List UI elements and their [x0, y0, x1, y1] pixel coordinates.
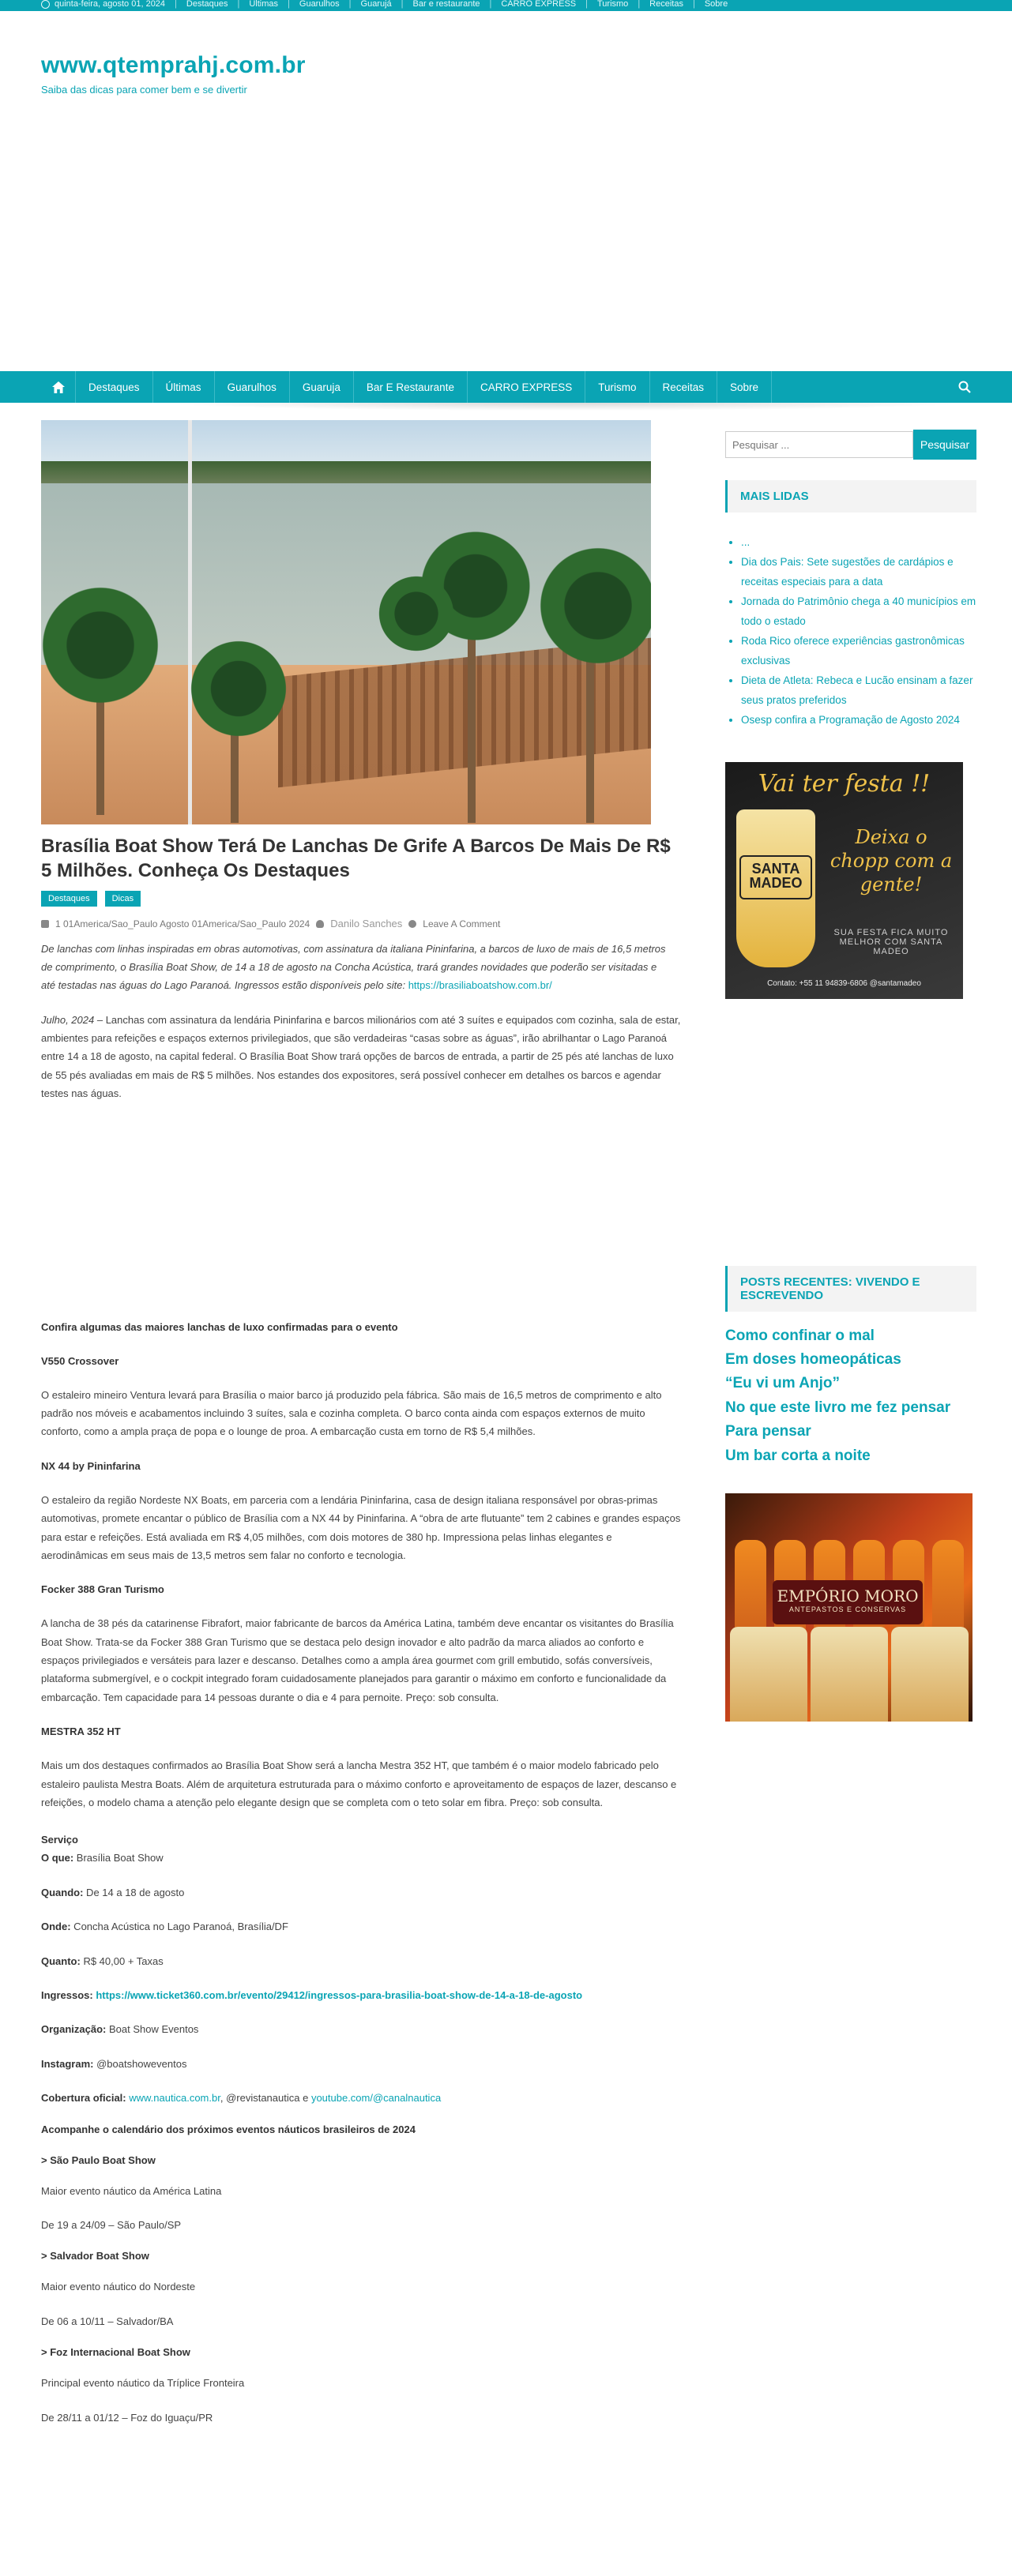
intro-paragraph: Julho, 2024 – Lanchas com assinatura da lendária Pininfarina e barcos milionários com até 3 suítes e equipados com cozinha, sala de estar, ambientes para refeições e espaços externos privilegiados, que são verdadeiras “casas sobre as águas”, irão abrilhantar o Lago Paranoá entre 14 a 18 de agosto, na capital federal. O Brasília Boat Show trará opções de barcos de entrada, a partir de 25 pés até lanchas de luxo de 55 pés avaliadas em mais de R$ 5 milhões. Nos estandes dos expositores, será possível conhecer em detalhes os barcos e agendar testes nas águas.	[41, 1013, 681, 1100]
event-dates: De 19 a 24/09 – São Paulo/SP	[41, 2218, 182, 2231]
service-where: Onde: Concha Acústica no Lago Paranoá, Brasília/DF	[41, 1921, 288, 1933]
ad-subtext: SUA FESTA FICA MUITO MELHOR COM SANTA MADEO	[833, 927, 949, 956]
comment-icon	[408, 920, 416, 928]
current-date: quinta-feira, agosto 01, 2024	[55, 0, 166, 9]
main-content	[41, 420, 681, 2427]
nav-item-carro-express[interactable]: CARRO EXPRESS	[468, 371, 585, 403]
tickets-link[interactable]: https://www.ticket360.com.br/evento/29412/ingressos-para-brasilia-boat-show-de-14-a-18-de-agosto	[92, 1989, 583, 2001]
list-item[interactable]: • Jornada do Patrimônio chega a 40 municípios em todo o estado	[741, 592, 976, 632]
ad-script-text: Vai ter festa !!	[758, 769, 931, 798]
post-title: Brasília Boat Show Terá De Lanchas De Grife A Barcos De Mais De R$ 5 Milhões. Conheça Os Destaques	[41, 836, 671, 882]
boat-name: MESTRA 352 HT	[41, 1725, 121, 1738]
nav-item-guaruja[interactable]: Guaruja	[290, 371, 354, 403]
youtube-link[interactable]: youtube.com/@canalnautica	[310, 2092, 442, 2105]
ad-brand: SANTA MADEO	[739, 855, 812, 899]
ad-brand: EMPÓRIO MORO ANTEPASTOS E CONSERVAS	[773, 1580, 923, 1624]
service-tickets: Ingressos: https://www.ticket360.com.br/evento/29412/ingressos-para-brasilia-boat-show-de-14-a-18-de-agosto	[41, 1989, 583, 2001]
ad-contact: Contato: +55 11 94839-6806 @santamadeo	[767, 978, 921, 988]
excerpt-site-link[interactable]: https://brasiliaboatshow.com.br/	[408, 978, 552, 991]
service-coverage: Cobertura oficial: www.nautica.com.br, @revistanautica e youtube.com/@canalnautica	[41, 2092, 442, 2105]
nav-item-turismo[interactable]: Turismo	[585, 371, 649, 403]
service-when: Quando: De 14 a 18 de agosto	[41, 1886, 185, 1898]
recent-post-link[interactable]: “Eu vi um Anjo”	[725, 1375, 840, 1392]
home-icon[interactable]	[41, 371, 76, 403]
category-destaques[interactable]: Destaques	[41, 891, 97, 907]
list-item[interactable]: • Roda Rico oferece experiências gastronômicas exclusivas	[741, 632, 976, 671]
post-date[interactable]: 1 01America/Sao_Paulo Agosto 01America/Sao_Paulo 2024	[55, 918, 310, 929]
ad-space	[41, 1103, 681, 1321]
boat-description: O estaleiro mineiro Ventura levará para Brasília o maior barco já produzido pela fábrica. São mais de 16,5 metros de comprimento e alto padrão nos móveis e acabamentos incluindo 3 suítes, sala e cozinha completa. O barco conta ainda com espaços externos de muito conforto, como a ampla praça de popa e o lounge de proa. A embarcação custa em torno de R$ 5,4 milhões.	[41, 1388, 662, 1438]
event-name: > São Paulo Boat Show	[41, 2154, 156, 2166]
recent-posts-list	[725, 1324, 976, 1468]
site-header	[0, 11, 1012, 371]
search-input[interactable]	[725, 431, 913, 458]
clock-icon	[41, 0, 50, 9]
list-item[interactable]: • ...	[741, 533, 976, 553]
list-item[interactable]: • Dia dos Pais: Sete sugestões de cardápios e receitas especiais para a data	[741, 553, 976, 592]
ad-headline: Deixa o chopp com a gente!	[830, 825, 953, 896]
top-link-ultimas[interactable]: Últimas	[249, 0, 279, 9]
nav-item-sobre[interactable]: Sobre	[717, 371, 772, 403]
top-link-guaruja[interactable]: Guarujá	[360, 0, 392, 9]
event-description: Maior evento náutico do Nordeste	[41, 2281, 196, 2293]
top-link-guarulhos[interactable]: Guarulhos	[299, 0, 340, 9]
list-item[interactable]: • Dieta de Atleta: Rebeca e Lucão ensinam a fazer seus pratos preferidos	[741, 671, 976, 711]
event-description: Principal evento náutico da Tríplice Fronteira	[41, 2377, 245, 2390]
top-bar: quinta-feira, agosto 01, 2024 | Destaques | Últimas | Guarulhos | Guarujá | Bar e restaurante | CARRO EXPRESS | Turismo | Receitas | Sobre	[0, 0, 1012, 11]
mais-lidas-list	[725, 533, 976, 730]
site-title[interactable]: www.qtemprahj.com.br	[41, 52, 306, 78]
search-icon[interactable]	[958, 381, 971, 393]
main-navigation	[0, 371, 1012, 403]
boat-name: V550 Crossover	[41, 1354, 119, 1367]
leave-comment-link[interactable]: Leave A Comment	[423, 918, 501, 929]
mais-lidas-title: MAIS LIDAS	[725, 480, 976, 513]
post-excerpt: De lanchas com linhas inspiradas em obras automotivas, com assinatura da italiana Pininfarina, a barcos de luxo de mais de 16,5 metros de comprimento, o Brasília Boat Show, de 14 a 18 de agosto na Concha Acústica, trará grandes novidades que poderão ser visitadas e até testadas nas águas do Lago Paranoá. Ingressos estão disponíveis pelo site: https://brasiliaboatshow.com.br/	[41, 943, 666, 991]
search-widget	[725, 431, 976, 460]
santa-madeo-ad[interactable]	[725, 762, 963, 999]
top-link-receitas[interactable]: Receitas	[649, 0, 683, 9]
recent-posts-title: POSTS RECENTES: VIVENDO E ESCREVENDO	[725, 1266, 976, 1312]
post-categories	[41, 891, 681, 907]
boat-description: O estaleiro da região Nordeste NX Boats, em parceria com a lendária Pininfarina, casa de design italiana responsável por obras-primas automotivas, promete encantar o público de Brasília com a NX 44 by Pininfarina. A “obra de arte flutuante” tem 2 cabines e grandes espaços para estar e refeições. Está avaliada em R$ 4,05 milhões, com dois motores de 380 hp. Impressiona pelas linhas elegantes e aerodinâmicas em seus mais de 13,5 metros sem falar no conforto e tecnologia.	[41, 1493, 681, 1561]
nav-item-receitas[interactable]: Receitas	[650, 371, 718, 403]
post-author[interactable]: Danilo Sanches	[330, 918, 403, 930]
service-price: Quanto: R$ 40,00 + Taxas	[41, 1955, 164, 1967]
post-meta	[41, 918, 681, 929]
calendar-icon	[41, 920, 49, 928]
recent-post-link[interactable]: Um bar corta a noite	[725, 1447, 871, 1464]
nautica-link[interactable]: www.nautica.com.br	[126, 2092, 220, 2105]
site-description: Saiba das dicas para comer bem e se divertir	[41, 84, 247, 96]
top-link-carro-express[interactable]: CARRO EXPRESS	[501, 0, 577, 9]
calendar-heading: Acompanhe o calendário dos próximos eventos náuticos brasileiros de 2024	[41, 2123, 416, 2135]
nav-item-destaques[interactable]: Destaques	[76, 371, 153, 403]
nav-item-ultimas[interactable]: Últimas	[153, 371, 215, 403]
service-what: O que: Brasília Boat Show	[41, 1852, 164, 1864]
top-link-destaques[interactable]: Destaques	[186, 0, 228, 9]
highlights-heading: Confira algumas das maiores lanchas de luxo confirmadas para o evento	[41, 1320, 398, 1333]
search-button[interactable]: Pesquisar	[913, 430, 976, 460]
event-name: > Salvador Boat Show	[41, 2250, 149, 2262]
page-body	[0, 420, 1012, 2427]
sidebar	[725, 420, 976, 2427]
nav-item-bar-restaurante[interactable]: Bar E Restaurante	[354, 371, 468, 403]
boat-name: Focker 388 Gran Turismo	[41, 1583, 164, 1596]
service-heading: Serviço	[41, 1834, 78, 1846]
top-link-bar-restaurante[interactable]: Bar e restaurante	[412, 0, 480, 9]
boat-name: NX 44 by Pininfarina	[41, 1459, 141, 1472]
emporio-moro-ad[interactable]	[725, 1493, 972, 1722]
list-item[interactable]: • Osesp confira a Programação de Agosto 2024	[741, 711, 976, 730]
recent-post-link[interactable]: Em doses homeopáticas	[725, 1351, 901, 1369]
recent-post-link[interactable]: Para pensar	[725, 1423, 811, 1440]
service-organization: Organização: Boat Show Eventos	[41, 2023, 199, 2036]
service-instagram: Instagram: @boatshoweventos	[41, 2057, 187, 2070]
event-name: > Foz Internacional Boat Show	[41, 2346, 190, 2359]
event-dates: De 28/11 a 01/12 – Foz do Iguaçu/PR	[41, 2411, 213, 2424]
user-icon	[316, 920, 324, 928]
featured-image[interactable]	[41, 420, 651, 824]
event-dates: De 06 a 10/11 – Salvador/BA	[41, 2315, 174, 2327]
recent-post-link[interactable]: No que este livro me fez pensar	[725, 1399, 951, 1416]
top-link-turismo[interactable]: Turismo	[596, 0, 629, 9]
boat-description: Mais um dos destaques confirmados ao Brasília Boat Show será a lancha Mestra 352 HT, que também é o maior modelo fabricado pelo estaleiro paulista Mestra Boats. Além de arquitetura estruturada para o máximo conforto e aproveitamento de espaços de lazer, descanso e refeições, o modelo chama a atenção pelo elegante design que se completa com o teto solar em fibra. Preço: sob consulta.	[41, 1759, 677, 1809]
nav-item-guarulhos[interactable]: Guarulhos	[215, 371, 290, 403]
top-link-sobre[interactable]: Sobre	[704, 0, 728, 9]
recent-post-link[interactable]: Como confinar o mal	[725, 1327, 875, 1344]
category-dicas[interactable]: Dicas	[105, 891, 141, 907]
event-description: Maior evento náutico da América Latina	[41, 2184, 222, 2197]
nav-shadow	[158, 403, 971, 411]
boat-description: A lancha de 38 pés da catarinense Fibrafort, maior fabricante de barcos da América Latina, também deve encantar os visitantes do Brasília Boat Show. Trata-se da Focker 388 Gran Turismo que se destaca pelo design inovador e alto padrão da marca aliados ao conforto e espaços privilegiados e versáteis para lazer e descanso. Detalhes como a ampla área gourmet com grill embutido, sofás conversíveis, plataforma submergível, e o cockpit integrado foram cuidadosamente planejados para garantir o máximo em conforto e funcionalidade da embarcação. Tem capacidade para 14 pessoas durante o dia e 4 para pernoite. Preço: sob consulta.	[41, 1617, 674, 1703]
